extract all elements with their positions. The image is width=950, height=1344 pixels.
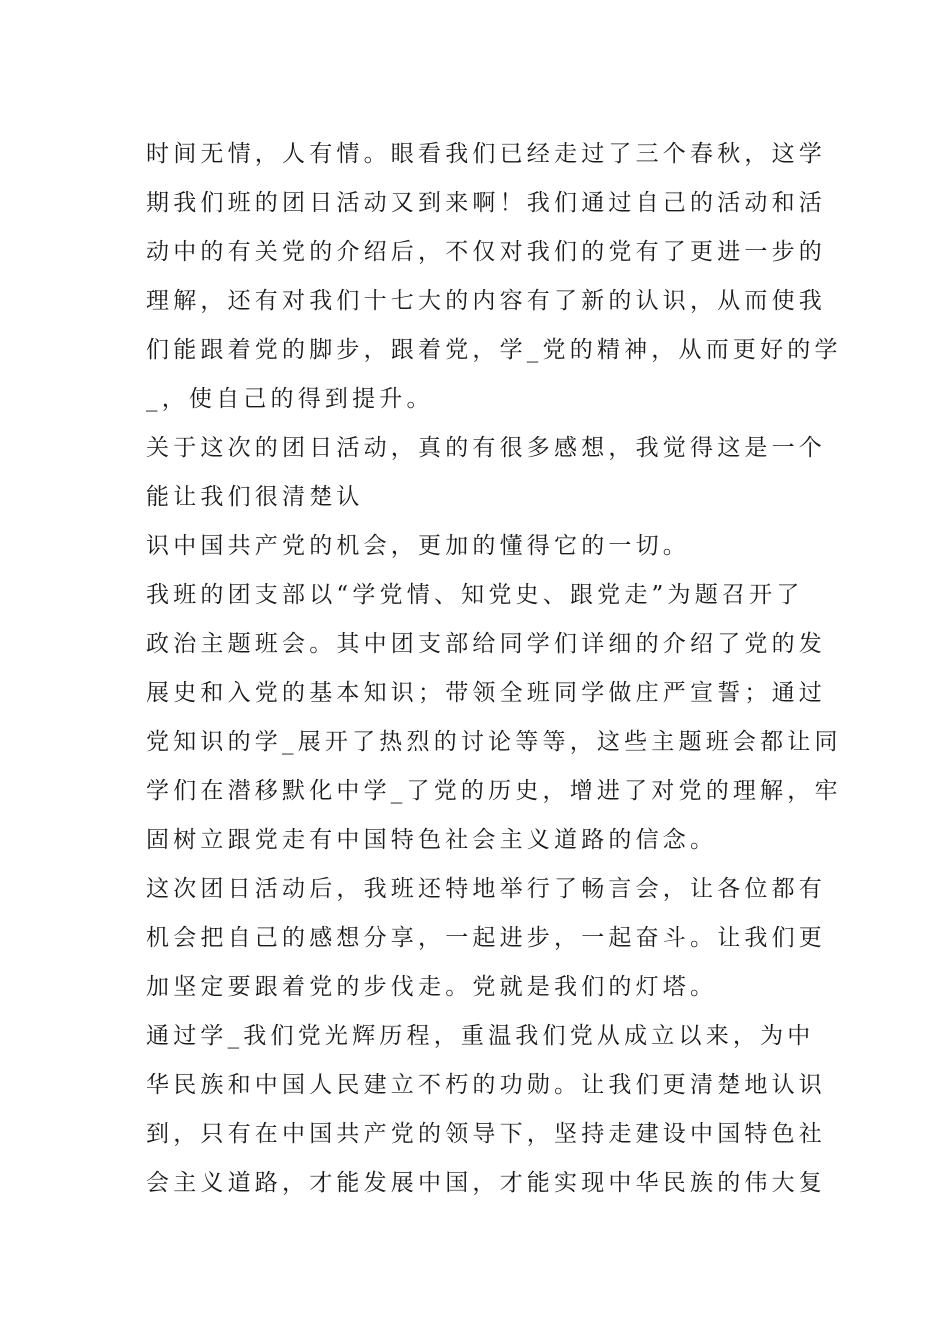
text-line: 们能跟着党的脚步，跟着党，学_党的精神，从而更好的学 — [146, 337, 842, 363]
text-line: 能让我们很清楚认 — [146, 484, 364, 510]
text-line: 会主义道路，才能发展中国，才能实现中华民族的伟大复 — [146, 1170, 826, 1196]
text-line: 机会把自己的感想分享，一起进步，一起奋斗。让我们更 — [146, 925, 826, 951]
text-line: 这次团日活动后，我班还特地举行了畅言会，让各位都有 — [146, 876, 826, 902]
text-line: 理解，还有对我们十七大的内容有了新的认识，从而使我 — [146, 288, 826, 314]
text-line: 到，只有在中国共产党的领导下，坚持走建设中国特色社 — [146, 1121, 826, 1147]
text-line: 我班的团支部以“学党情、知党史、跟党走”为题召开了 — [146, 582, 804, 608]
text-line: 期我们班的团日活动又到来啊！我们通过自己的活动和活 — [146, 190, 826, 216]
text-line: 学们在潜移默化中学_了党的历史，增进了对党的理解，牢 — [146, 778, 842, 804]
text-line: 时间无情，人有情。眼看我们已经走过了三个春秋，这学 — [146, 141, 826, 167]
text-line: 关于这次的团日活动，真的有很多感想，我觉得这是一个 — [146, 435, 826, 461]
text-line: 华民族和中国人民建立不朽的功勋。让我们更清楚地认识 — [146, 1072, 826, 1098]
text-line: _，使自己的得到提升。 — [146, 386, 434, 412]
text-line: 固树立跟党走有中国特色社会主义道路的信念。 — [146, 827, 718, 853]
document-body — [146, 130, 842, 1208]
text-line: 识中国共产党的机会，更加的懂得它的一切。 — [146, 533, 690, 559]
text-line: 展史和入党的基本知识；带领全班同学做庄严宣誓；通过 — [146, 680, 826, 706]
text-line: 动中的有关党的介绍后，不仅对我们的党有了更进一步的 — [146, 239, 826, 265]
text-line: 通过学_我们党光辉历程，重温我们党从成立以来，为中 — [146, 1023, 815, 1049]
text-line: 加坚定要跟着党的步伐走。党就是我们的灯塔。 — [146, 974, 718, 1000]
text-line: 党知识的学_展开了热烈的讨论等等，这些主题班会都让同 — [146, 729, 842, 755]
text-line: 政治主题班会。其中团支部给同学们详细的介绍了党的发 — [146, 631, 826, 657]
